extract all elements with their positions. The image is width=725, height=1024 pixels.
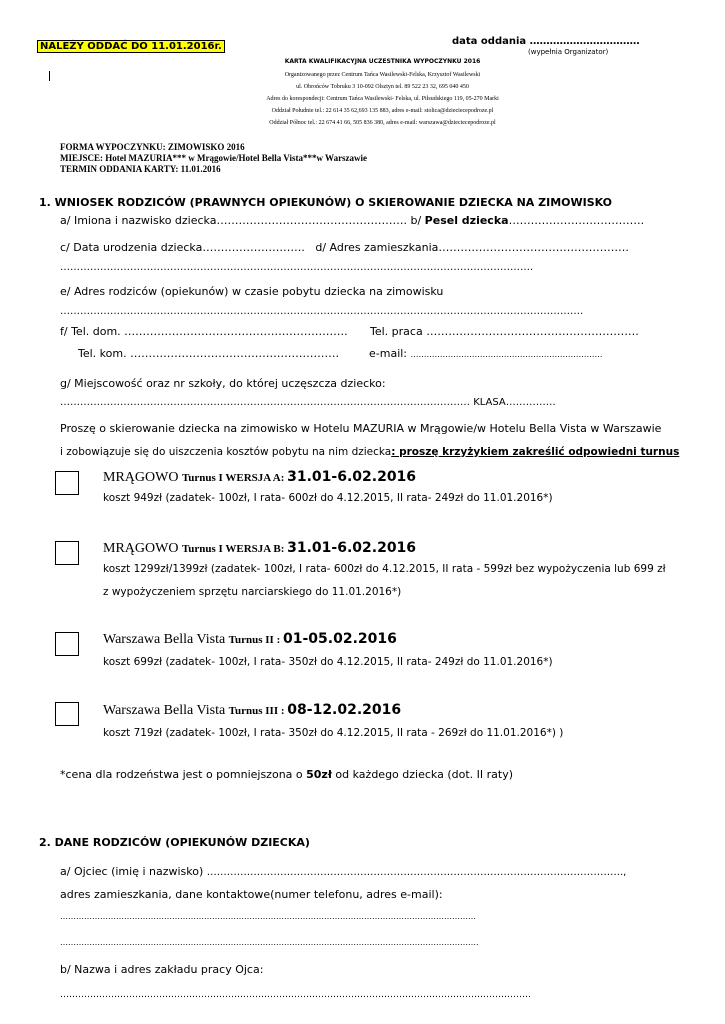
class-field[interactable]: …………… bbox=[505, 397, 556, 408]
child-name-row bbox=[60, 214, 644, 227]
school-field[interactable]: …………………………………………………………………………………………………………… bbox=[60, 397, 470, 408]
submit-date-field[interactable]: data oddania …………………………… bbox=[452, 36, 640, 47]
parents-address-field[interactable]: …………………………………………………………………………………………………………………………………………. bbox=[60, 306, 584, 317]
father-employer-label: b/ Nazwa i adres zakładu pracy Ojca: bbox=[60, 963, 264, 976]
option-title-warszawa-iii bbox=[103, 699, 401, 719]
request-line-1: Proszę o skierowanie dziecka na zimowisko w Hotelu MAZURIA w Mrągowie/w Hotelu Bella Vista w Warszawie bbox=[60, 422, 662, 435]
mobile-phone-label: Tel. kom. bbox=[78, 347, 127, 360]
pesel-field[interactable]: ………………………………. bbox=[508, 214, 645, 227]
child-name-field[interactable]: ……………………………………………. b/ bbox=[216, 214, 422, 227]
branch-south-line: Oddział Południe tel.: 22 614 35 62,693 135 883, adres e-mail: stolica@dzieciecepodroze.pl bbox=[271, 108, 494, 114]
option-dates: 01-05.02.2016 bbox=[283, 631, 397, 647]
request-line-2 bbox=[60, 445, 679, 458]
organizer-line: Organizowanego przez Centrum Tańca Wasilewski-Felska, Krzysztof Wasilewski bbox=[284, 72, 481, 78]
correspondence-line: Adres do korespondecji: Centrum Tańca Wasilewski- Felska, ul. Piłsudskiego 119, 05-270 Marki bbox=[266, 96, 499, 102]
father-address-line-1[interactable]: ………………………………………………………………………………………………………………………………………… bbox=[60, 912, 476, 921]
option-checkbox-warszawa-iii[interactable] bbox=[55, 702, 79, 726]
pesel-label: Pesel dziecka bbox=[424, 214, 509, 227]
birth-date-label: c/ Data urodzenia dziecka bbox=[60, 241, 203, 254]
father-name-row bbox=[60, 865, 626, 878]
work-phone-label: Tel. praca bbox=[370, 325, 423, 338]
mobile-phone-field[interactable]: ………………………………………………… bbox=[130, 347, 340, 360]
option-dates: 31.01-6.02.2016 bbox=[287, 469, 417, 485]
class-label: KLASA bbox=[473, 397, 506, 408]
mobile-phone-row bbox=[78, 347, 339, 360]
work-phone-field[interactable]: …………………………………………………. bbox=[426, 325, 639, 338]
request-instruction: : proszę krzyżykiem zakreślić odpowiedni turnus bbox=[391, 446, 680, 458]
option-title-mragowo-a bbox=[103, 466, 416, 486]
note-text: *cena dla rodzeństwa jest o pomniejszona o bbox=[60, 768, 307, 781]
option-cost: koszt 719zł (zadatek- 100zł, I rata- 350zł do 4.12.2015, II rata - 269zł do 11.01.2016*) ) bbox=[103, 727, 564, 739]
sibling-discount-note bbox=[60, 768, 513, 781]
section2-heading: 2. DANE RODZICÓW (OPIEKUNÓW DZIECKA) bbox=[39, 836, 310, 849]
father-name-label: a/ Ojciec (imię i nazwisko) bbox=[60, 865, 204, 878]
option-place: Warszawa Bella Vista bbox=[103, 632, 229, 647]
email-label: e-mail: bbox=[369, 347, 408, 360]
father-address-label: adres zamieszkania, dane kontaktowe(numer telefonu, adres e-mail): bbox=[60, 888, 443, 901]
note-amount: 50zł bbox=[306, 768, 332, 781]
form-title: KARTA KWALIFIKACYJNA UCZESTNIKA WYPOCZYNKU 2016 bbox=[284, 58, 481, 65]
option-turnus: Turnus I WERSJA B: bbox=[181, 543, 288, 555]
home-phone-field[interactable]: ……………………………………………………. bbox=[124, 325, 348, 338]
home-phone-label: f/ Tel. dom. bbox=[60, 325, 121, 338]
option-checkbox-mragowo-b[interactable] bbox=[55, 541, 79, 565]
option-title-mragowo-b bbox=[103, 537, 416, 557]
option-turnus: Turnus II : bbox=[228, 634, 283, 646]
email-row bbox=[369, 347, 603, 360]
school-label: g/ Miejscowość oraz nr szkoły, do której uczęszcza dziecko: bbox=[60, 377, 386, 390]
school-row bbox=[60, 397, 556, 408]
submit-date-note: (wypełnia Organizator) bbox=[528, 48, 609, 56]
option-place: MRĄGOWO bbox=[103, 470, 182, 485]
option-checkbox-warszawa-ii[interactable] bbox=[55, 632, 79, 656]
father-address-line-2[interactable]: …………………………………………………………………………………………………………………………………………. bbox=[60, 938, 479, 947]
option-dates: 08-12.02.2016 bbox=[287, 702, 402, 718]
form-place: MIEJSCE: Hotel MAZURIA*** w Mrągowie/Hotel Bella Vista***w Warszawie bbox=[60, 153, 368, 163]
option-cost: koszt 1299zł/1399zł (zadatek- 100zł, I rata- 600zł do 4.12.2015, II rata - 599zł bez wypożyczenia lub 699 zł bbox=[103, 563, 666, 575]
option-title-warszawa-ii bbox=[103, 628, 397, 648]
child-name-label: a/ Imiona i nazwisko dziecka bbox=[60, 214, 217, 227]
deadline-badge bbox=[37, 34, 225, 53]
form-term: TERMIN ODDANIA KARTY: 11.01.2016 bbox=[60, 164, 221, 174]
option-cost: koszt 699zł (zadatek- 100zł, I rata- 350zł do 4.12.2015, II rata- 249zł do 11.01.2016*) bbox=[103, 656, 553, 668]
option-turnus: Turnus III : bbox=[228, 705, 288, 717]
deadline-text: NALEŻY ODDAĆ DO 11.01.2016r. bbox=[37, 40, 225, 53]
home-address-label: d/ Adres zamieszkania bbox=[315, 241, 439, 254]
home-address-line[interactable]: ……………………………………………………………………………………………………………………………. bbox=[60, 262, 534, 273]
option-turnus: Turnus I WERSJA A: bbox=[181, 472, 288, 484]
request-text: i zobowiązuje się do uiszczenia kosztów pobytu na nim dziecka bbox=[60, 446, 392, 458]
option-dates: 31.01-6.02.2016 bbox=[287, 540, 417, 556]
father-name-field[interactable]: …………………………………………………………………………………………………………….., bbox=[206, 867, 627, 878]
option-place: MRĄGOWO bbox=[103, 541, 182, 556]
note-text-end: od każdego dziecka (dot. II raty) bbox=[331, 768, 513, 781]
branch-north-line: Oddział Północ tel.: 22 674 41 66, 505 836 380, adres e-mail: warszawa@dzieciecepodroze.pl bbox=[269, 120, 496, 126]
phone-row bbox=[60, 325, 348, 338]
parents-address-label: e/ Adres rodziców (opiekunów) w czasie pobytu dziecka na zimowisku bbox=[60, 285, 444, 298]
option-place: Warszawa Bella Vista bbox=[103, 703, 229, 718]
form-type: FORMA WYPOCZYNKU: ZIMOWISKO 2016 bbox=[60, 142, 245, 152]
option-cost: koszt 949zł (zadatek- 100zł, I rata- 600zł do 4.12.2015, II rata- 249zł do 11.01.2016*) bbox=[103, 492, 553, 504]
option-checkbox-mragowo-a[interactable] bbox=[55, 471, 79, 495]
birth-date-field[interactable]: ………………………. bbox=[202, 241, 305, 254]
father-employer-line[interactable]: …………………………………………………………………………………………………………………………………………. bbox=[60, 990, 531, 1000]
work-phone-row bbox=[370, 325, 639, 338]
address-line: ul. Obrońców Tobruku 3 10-092 Olsztyn tel. 89 522 23 32, 695 040 450 bbox=[296, 84, 469, 90]
home-address-field[interactable]: ……………………………………………. bbox=[438, 241, 629, 254]
section1-heading: 1. WNIOSEK RODZICÓW (PRAWNYCH OPIEKUNÓW) O SKIEROWANIE DZIECKA NA ZIMOWISKO bbox=[39, 196, 613, 209]
email-field[interactable]: ……………………………………………………………… bbox=[410, 350, 603, 359]
birth-address-row bbox=[60, 241, 629, 254]
option-cost-continued: z wypożyczeniem sprzętu narciarskiego do 11.01.2016*) bbox=[103, 586, 402, 598]
